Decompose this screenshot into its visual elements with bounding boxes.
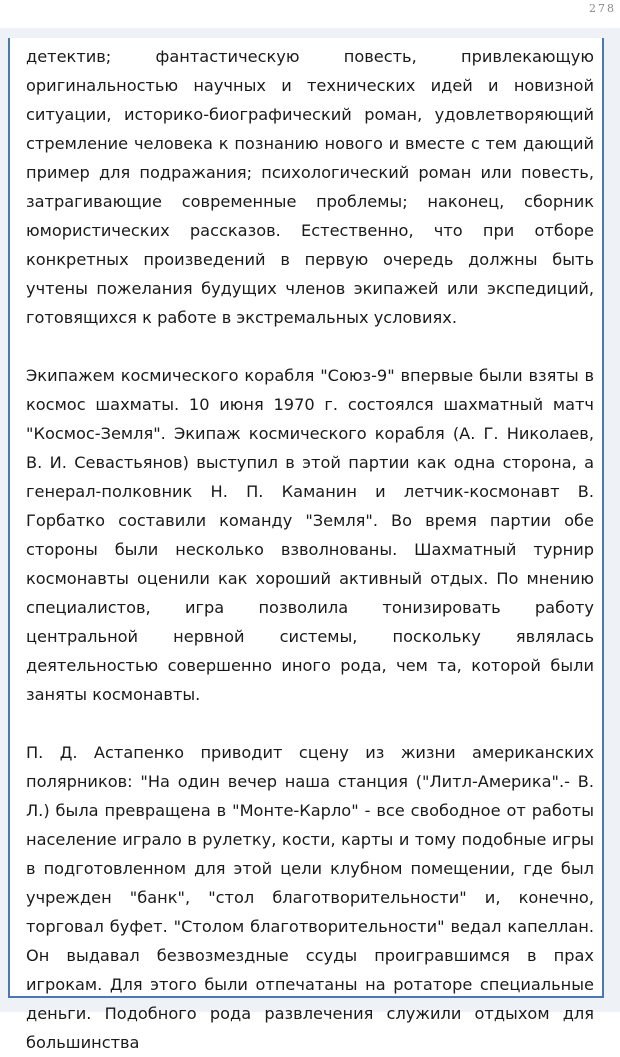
paragraph-2: Экипажем космического корабля "Союз-9" впервые были взяты в космос шахматы. 10 июня 1970 г. состоялся шахматный матч "Космос-Земля". Экипаж космического корабля (А. Г. Николаев, В. И. Севастьянов) выступил в этой партии как одна сторона, а генерал-полковник Н. П. Каманин и летчик-космонавт В. Горбатко составили команду "Земля". Во время партии обе стороны были несколько взволнованы. Шахматный турнир космонавты оценили как хороший активный отдых. По мнению специалистов, игра позволила тонизировать работу центральной нервной системы, поскольку являлась деятельностью совершенно иного рода, чем та, которой были заняты космонавты.: [26, 366, 594, 704]
page-number: 278: [589, 2, 616, 15]
bottom-divider: [8, 996, 604, 998]
paragraph-1: детектив; фантастическую повесть, привлекающую оригинальностью научных и технических идей и новизной ситуации, историко-биографический роман, удовлетворяющий стремление человека к познанию нового и вместе с тем дающий пример для подражания; психологический роман или повесть, затрагивающие современные проблемы; наконец, сборник юмористических рассказов. Естественно, что при отборе конкретных произведений в первую очередь должны быть учтены пожелания будущих членов экипажей или экспедиций, готовящихся к работе в экстремальных условиях.: [26, 47, 594, 327]
page-header: [0, 0, 620, 28]
paragraph-3: П. Д. Астапенко приводит сцену из жизни американских полярников: "На один вечер наша станция ("Литл-Америка".- В. Л.) была превращена в "Монте-Карло" - все свободное от работы население играло в рулетку, кости, карты и тому подобные игры в подготовленном для этой цели клубном помещении, где был учрежден "банк", "стол благотворительности" и, конечно, торговал буфет. "Столом благотворительности" ведал капеллан. Он выдавал безвозмездные ссуды проигравшимся в прах игрокам. Для этого были отпечатаны на ротаторе специальные деньги. Подобного рода развлечения служили отдыхом для большинства: [26, 743, 594, 1052]
document-body: [8, 38, 604, 1052]
